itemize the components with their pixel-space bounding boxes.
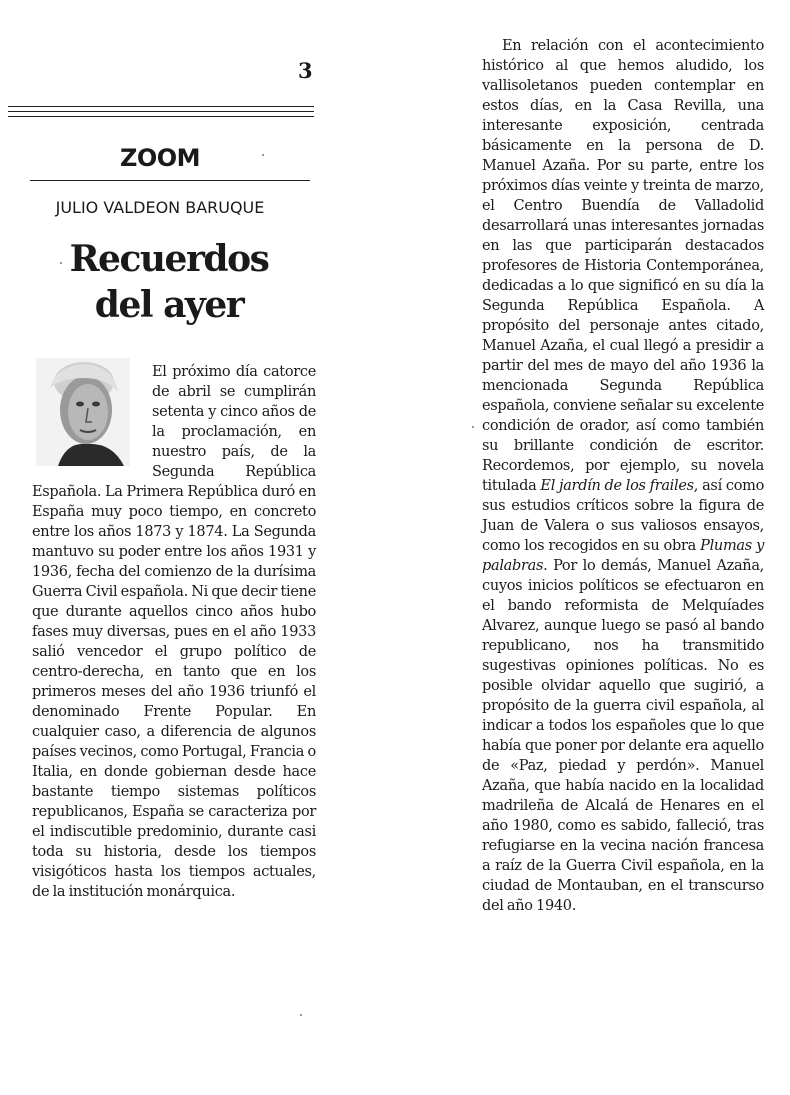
- scan-speck: [60, 262, 62, 264]
- header-rules: [8, 106, 314, 121]
- headline-line-2: del ayer: [94, 284, 244, 326]
- left-column: [32, 362, 316, 902]
- body-text-part-2: , así como sus estudios críticos sobre la figura de Juan de Valera o sus valiosos ensayos, como los recogidos en su obra: [482, 478, 765, 554]
- scan-speck: [262, 154, 264, 156]
- right-column: [482, 36, 764, 916]
- article-intro-paragraph: [32, 362, 316, 902]
- novel-title: El jardín de los frailes: [540, 478, 694, 494]
- scan-speck: [300, 1014, 302, 1016]
- section-divider: [30, 180, 310, 181]
- section-title: ZOOM: [119, 144, 201, 172]
- headline-line-1: Recuerdos: [69, 238, 269, 280]
- scan-speck: [472, 426, 474, 428]
- page-number: 3: [298, 58, 313, 83]
- article-body-paragraph: [482, 36, 764, 916]
- body-text-part-3: . Por lo demás, Manuel Azaña, cuyos inicios políticos se efectuaron en el bando reformista de Melquíades Alvarez, aunque luego se pasó al bando republicano, nos ha transmitido sugestivas opiniones políticas. No es posible olvidar aquello que sugirió, a propósito de la guerra civil española, al indicar a todos los españoles que lo que había que poner por delante era aquello de «Paz, piedad y perdón». Manuel Azaña, que había nacido en la localidad madrileña de Alcalá de Henares en el año 1980, como es sabido, falleció, tras refugiarse en la vecina nación francesa a raíz de la Guerra Civil española, en la ciudad de Montauban, en el transcurso del año 1940.: [482, 558, 764, 914]
- body-text-part-1: En relación con el acontecimiento histórico al que hemos aludido, los vallisoletanos pueden contemplar en estos días, en la Casa Revilla, una interesante exposición, centrada básicamente en la persona de D. Manuel Azaña. Por su parte, entre los próximos días veinte y treinta de marzo, el Centro Buendía de Valladolid desarrollará unas interesantes jornadas en las que participarán destacados profesores de Historia Contemporánea, dedicadas a lo que significó en su día la Segunda República Española. A propósito del personaje antes citado, Manuel Azaña, el cual llegó a presidir a partir del mes de mayo del año 1936 la mencionada Segunda República española, conviene señalar su excelente condición de orador, así como también su brillante condición de escritor. Recordemos, por ejemplo, su novela titulada: [482, 38, 764, 494]
- author-byline: JULIO VALDEON BARUQUE: [55, 198, 265, 217]
- left-column-text: El próximo día catorce de abril se cumplirán setenta y cinco años de la proclamación, en nuestro país, de la Segunda República Española. La Primera República duró en España muy poco tiempo, en concreto entre los años 1873 y 1874. La Segunda mantuvo su poder entre los años 1931 y 1936, fecha del comienzo de la durísima Guerra Civil española. Ni que decir tiene que durante aquellos cinco años hubo fases muy diversas, pues en el año 1933 salió vencedor el grupo político de centro-derecha, en tanto que en los primeros meses del año 1936 triunfó el denominado Frente Popular. En cualquier caso, a diferencia de algunos países vecinos, como Portugal, Francia o Italia, en donde gobiernan desde hace bastante tiempo sistemas políticos republicanos, España se caracteriza por el indiscutible predominio, durante casi toda su historia, desde los tiempos visigóticos hasta los tiempos actuales, de la institución monárquica.: [32, 364, 316, 900]
- headline: [10, 236, 328, 328]
- essays-title: Plumas y palabras: [482, 538, 764, 574]
- photo-wrap-space: [32, 362, 152, 482]
